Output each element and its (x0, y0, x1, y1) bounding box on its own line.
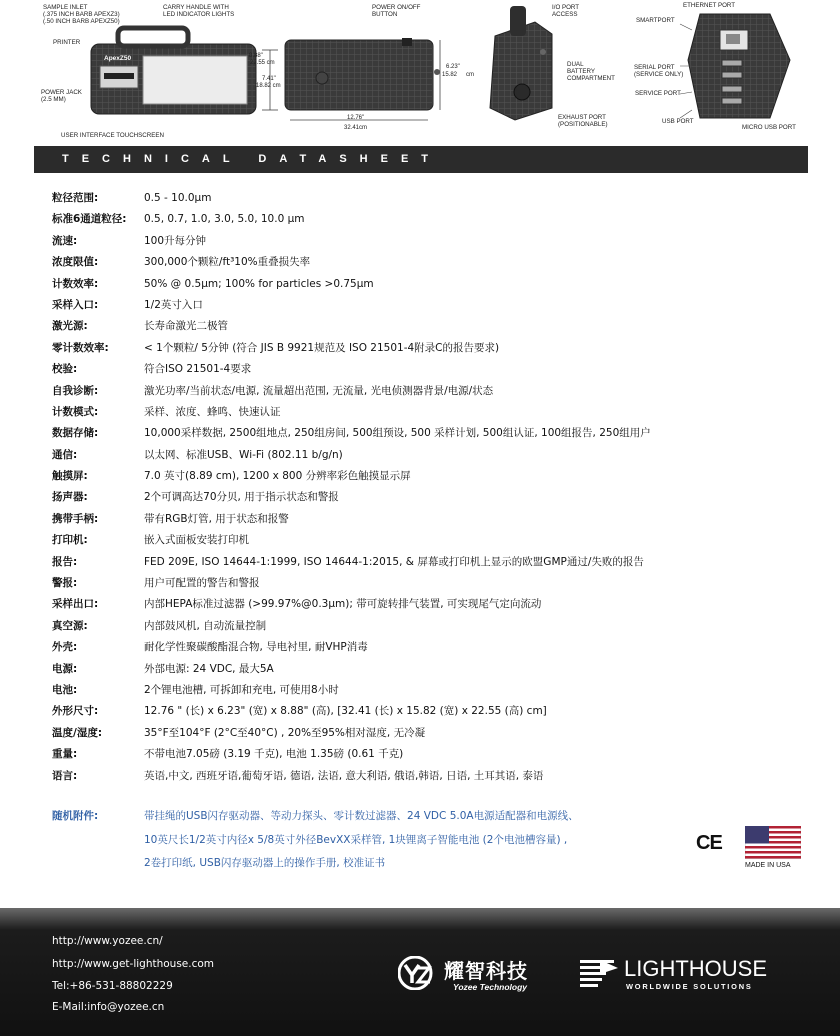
spec-row (52, 704, 812, 725)
spec-value: 符合ISO 21501-4要求 (144, 363, 252, 376)
spec-row (52, 640, 812, 661)
spec-value: 内部鼓风机, 自动流量控制 (144, 619, 267, 632)
spec-label: 通信: (52, 448, 78, 461)
footer-email[interactable]: E-Mail:info@yozee.cn (52, 1001, 165, 1013)
spec-value: 7.0 英寸(8.89 cm), 1200 x 800 分辨率彩色触摸显示屏 (144, 470, 411, 483)
spec-label: 扬声器: (52, 491, 88, 504)
spec-label: 电源: (52, 662, 78, 675)
footer-phone: Tel:+86-531-88802229 (52, 980, 173, 992)
callout-micro-usb-port: MICRO USB PORT (742, 124, 796, 131)
spec-label: 流速: (52, 234, 78, 247)
dim-side-unit: cm (466, 72, 474, 78)
accessories-line: 带挂绳的USB闪存驱动器、等动力探头、零计数过滤器、24 VDC 5.0A电源适配器和电源线、 (144, 810, 579, 822)
callout-io-port: I/O PORT ACCESS (552, 4, 580, 18)
callout-power-jack: POWER JACK (2.5 MM) (41, 89, 82, 103)
spec-row (52, 277, 812, 298)
spec-row (52, 405, 812, 426)
spec-label: 浓度限值: (52, 256, 99, 269)
product-diagrams (0, 0, 840, 140)
spec-label: 采样出口: (52, 598, 99, 611)
spec-label: 警报: (52, 577, 78, 590)
spec-row (52, 662, 812, 683)
spec-value: 激光功率/当前状态/电源, 流量超出范围, 无流量, 光电侦测器背景/电源/状态 (144, 384, 494, 397)
spec-value: 300,000个颗粒/ft³10%重叠损失率 (144, 256, 311, 269)
spec-row (52, 619, 812, 640)
spec-row (52, 597, 812, 618)
callout-serial-port: SERIAL PORT (SERVICE ONLY) (634, 64, 684, 78)
lighthouse-logo-icon (578, 958, 620, 988)
spec-row (52, 469, 812, 490)
datasheet-header-band (34, 146, 808, 173)
accessories-line: 10英尺长1/2英寸内径x 5/8英寸外径BevXX采样管, 1块锂离子智能电池 (2个电池槽容量) , (144, 834, 568, 846)
spec-value: 用户可配置的警告和警报 (144, 577, 260, 590)
spec-label: 校验: (52, 363, 78, 376)
dim-height-in: 8.88" (249, 53, 263, 59)
dim-side-in: 6.23" (446, 64, 460, 70)
spec-row (52, 726, 812, 747)
spec-row (52, 533, 812, 554)
spec-value: 不带电池7.05磅 (3.19 千克), 电池 1.35磅 (0.61 千克) (144, 748, 404, 761)
spec-row (52, 255, 812, 276)
spec-row (52, 448, 812, 469)
spec-row (52, 426, 812, 447)
spec-row (52, 212, 812, 233)
spec-label: 数据存储: (52, 427, 99, 440)
spec-row (52, 683, 812, 704)
spec-row (52, 747, 812, 768)
callout-printer: PRINTER (53, 39, 81, 46)
spec-value: 带有RGB灯管, 用于状态和报警 (144, 512, 289, 525)
spec-label: 报告: (52, 555, 78, 568)
yozee-brand-sub: Yozee Technology (453, 982, 527, 992)
spec-row (52, 298, 812, 319)
dim-depth-cm: 18.82 cm (256, 83, 281, 89)
spec-row (52, 769, 812, 790)
spec-value: FED 209E, ISO 14644-1:1999, ISO 14644-1:2015, & 屏幕或打印机上显示的欧盟GMP通过/失败的报告 (144, 555, 644, 568)
callout-usb-port: USB PORT (662, 118, 694, 125)
datasheet-title: TECHNICAL DATASHEET (62, 153, 441, 165)
spec-row (52, 341, 812, 362)
spec-value: 嵌入式面板安装打印机 (144, 534, 249, 547)
spec-value: 英语,中文, 西班牙语,葡萄牙语, 德语, 法语, 意大利语, 俄语,韩语, 日语, 土耳其语, 泰语 (144, 769, 544, 782)
footer-link-yozee[interactable]: http://www.yozee.cn/ (52, 935, 163, 947)
dim-width-in: 12.76" (347, 115, 365, 121)
device-drawings (0, 0, 840, 140)
spec-value: 50% @ 0.5μm; 100% for particles >0.75μm (144, 277, 374, 290)
callout-ethernet-port: ETHERNET PORT (683, 2, 736, 9)
spec-row (52, 555, 812, 576)
lighthouse-brand-sub: WORLDWIDE SOLUTIONS (626, 982, 753, 991)
callout-sample-inlet: SAMPLE INLET (.375 INCH BARB APEXZ3) (.50 INCH BARB APEXZ50) (43, 4, 120, 25)
spec-value: 长寿命激光二极管 (144, 320, 228, 333)
spec-label: 重量: (52, 748, 78, 761)
spec-value: 12.76 " (长) x 6.23" (宽) x 8.88" (高), [32.41 (长) x 15.82 (宽) x 22.55 (高) cm] (144, 705, 547, 718)
spec-value: 1/2英寸入口 (144, 298, 203, 311)
spec-value: < 1个颗粒/ 5分钟 (符合 JIS B 9921规范及 ISO 21501-4附录C的报告要求) (144, 341, 500, 354)
callout-power-button: POWER ON/OFF BUTTON (372, 4, 421, 18)
spec-value: 采样、浓度、蜂鸣、快速认证 (144, 405, 281, 418)
side-view-drawing (285, 38, 440, 120)
made-in-usa-label: MADE IN USA (745, 862, 791, 869)
callout-carry-handle: CARRY HANDLE WITH LED INDICATOR LIGHTS (163, 4, 235, 18)
spec-label: 激光源: (52, 320, 88, 333)
callout-user-interface: USER INTERFACE TOUCHSCREEN (61, 132, 164, 139)
callout-exhaust-port: EXHAUST PORT (POSITIONABLE) (558, 114, 608, 128)
accessories-label: 随机附件: (52, 810, 99, 822)
angled-view-drawing (490, 6, 552, 120)
spec-label: 外形尺寸: (52, 705, 99, 718)
callout-smartport: SMARTPORT (636, 17, 675, 24)
spec-row (52, 362, 812, 383)
spec-label: 自我诊断: (52, 384, 99, 397)
spec-label: 触摸屏: (52, 470, 88, 483)
spec-row (52, 512, 812, 533)
spec-table (52, 191, 812, 790)
spec-label: 计数模式: (52, 405, 99, 418)
lighthouse-brand-name: LIGHTHOUSE (624, 956, 768, 981)
spec-value: 35°F至104°F (2°C至40°C) , 20%至95%相对湿度, 无冷凝 (144, 726, 426, 739)
us-flag-icon (745, 826, 801, 859)
callout-dual-battery: DUAL BATTERY COMPARTMENT (567, 61, 615, 82)
spec-value: 内部HEPA标准过滤器 (>99.97%@0.3μm); 带可旋转排气装置, 可实现尾气定向流动 (144, 598, 542, 611)
spec-row (52, 234, 812, 255)
spec-label: 语言: (52, 769, 78, 782)
spec-value: 0.5, 0.7, 1.0, 3.0, 5.0, 10.0 μm (144, 213, 305, 226)
spec-label: 粒径范围: (52, 192, 99, 204)
spec-label: 真空源: (52, 619, 88, 632)
spec-value: 10,000采样数据, 2500组地点, 250组房间, 500组预设, 500 采样计划, 500组认证, 100组报告, 250组用户 (144, 427, 651, 440)
spec-label: 电池: (52, 683, 78, 696)
callout-service-port: SERVICE PORT (635, 90, 681, 97)
spec-row (52, 191, 812, 212)
spec-value: 2个锂电池槽, 可拆卸和充电, 可使用8小时 (144, 683, 339, 696)
spec-row (52, 576, 812, 597)
spec-label: 计数效率: (52, 277, 99, 290)
spec-row (52, 490, 812, 511)
dim-height-cm: 22.55 cm (250, 60, 275, 66)
dim-depth-in: 7.41" (262, 76, 276, 82)
yozee-logo-icon (398, 956, 438, 990)
dim-side-cm: 15.82 (442, 72, 458, 78)
spec-label: 零计数效率: (52, 341, 109, 354)
accessories-line: 2卷打印纸, USB闪存驱动器上的操作手册, 校准证书 (144, 857, 386, 869)
spec-value: 100升每分钟 (144, 234, 207, 247)
front-view-drawing (91, 28, 278, 114)
spec-row (52, 384, 812, 405)
spec-value: 耐化学性聚碳酸酯混合物, 导电衬里, 耐VHP消毒 (144, 641, 368, 654)
spec-label: 打印机: (52, 534, 88, 547)
device-model-label: ApexZ50 (104, 55, 132, 62)
yozee-brand-name: 耀智科技 (444, 959, 528, 983)
spec-label: 温度/湿度: (52, 726, 103, 739)
spec-label: 携带手柄: (52, 512, 99, 525)
ports-closeup-drawing (680, 14, 790, 118)
footer-link-lighthouse[interactable]: http://www.get-lighthouse.com (52, 958, 215, 970)
spec-label: 外壳: (52, 641, 78, 654)
spec-value: 0.5 - 10.0μm (144, 192, 212, 204)
spec-value: 外部电源: 24 VDC, 最大5A (144, 662, 274, 675)
ce-mark: CE (696, 832, 722, 854)
spec-label: 采样入口: (52, 298, 99, 311)
spec-value: 2个可调高达70分贝, 用于指示状态和警报 (144, 491, 339, 504)
spec-label: 标准6通道粒径: (52, 213, 127, 226)
dim-width-cm: 32.41cm (344, 125, 368, 131)
spec-value: 以太网、标准USB、Wi-Fi (802.11 b/g/n) (144, 448, 343, 461)
spec-row (52, 319, 812, 340)
